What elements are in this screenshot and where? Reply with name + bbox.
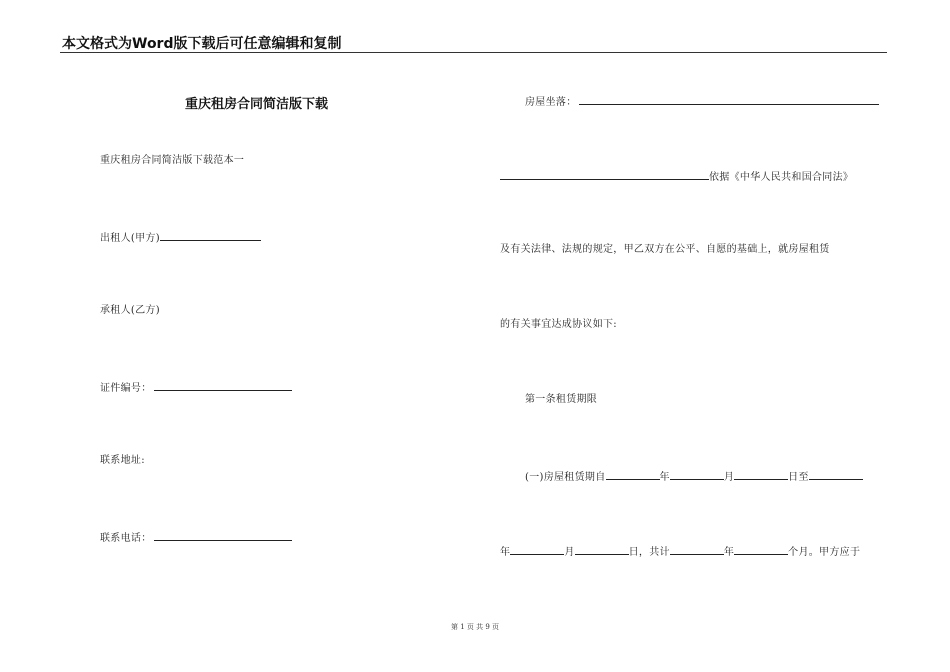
id-number-label: 证件编号： bbox=[100, 383, 152, 394]
end-day-total-label: 日，共计 bbox=[628, 547, 670, 558]
law-reference-blank bbox=[500, 168, 709, 180]
law-reference-text: 依据《中华人民共和国合同法》 bbox=[709, 172, 854, 183]
end-year-label: 年 bbox=[500, 547, 511, 558]
end-month-blank bbox=[510, 543, 564, 555]
total-months-label: 个月。甲方应于 bbox=[788, 547, 861, 558]
lessor-blank bbox=[160, 229, 261, 241]
lease-term-line2 bbox=[500, 543, 860, 560]
document-subtitle: 重庆租房合同简洁版下载范本一 bbox=[100, 155, 245, 166]
document-header-banner: 本文格式为Word版下载后可任意编辑和复制 bbox=[62, 36, 342, 52]
id-number-blank bbox=[154, 379, 292, 391]
contact-phone-line bbox=[100, 529, 292, 546]
agreement-paragraph-line2: 的有关事宜达成协议如下: bbox=[500, 319, 617, 330]
end-day-blank bbox=[575, 543, 629, 555]
id-number-line bbox=[100, 379, 292, 396]
end-year-blank bbox=[809, 468, 863, 480]
end-month-label: 月 bbox=[564, 547, 575, 558]
property-location-blank bbox=[579, 93, 879, 105]
property-location-line bbox=[525, 93, 879, 110]
agreement-paragraph-line1: 及有关法律、法规的规定，甲乙双方在公平、自愿的基础上，就房屋租赁 bbox=[500, 244, 830, 255]
lessor-label: 出租人(甲方) bbox=[100, 233, 160, 244]
total-months-blank bbox=[734, 543, 788, 555]
lease-term-prefix: (一)房屋租赁期自 bbox=[525, 472, 606, 483]
lessor-line bbox=[100, 229, 261, 246]
lease-term-line1 bbox=[525, 468, 863, 485]
law-reference-line bbox=[500, 168, 853, 185]
document-title: 重庆租房合同简洁版下载 bbox=[185, 97, 329, 112]
article-one-heading: 第一条租赁期限 bbox=[525, 394, 598, 405]
contact-address-label: 联系地址: bbox=[100, 455, 145, 466]
start-day-blank bbox=[734, 468, 788, 480]
page-number-footer: 第 1 页 共 9 页 bbox=[450, 623, 500, 631]
contact-phone-blank bbox=[154, 529, 292, 541]
total-years-blank bbox=[670, 543, 724, 555]
start-year-blank bbox=[606, 468, 660, 480]
lessee-label: 承租人(乙方) bbox=[100, 305, 160, 316]
start-month-label: 月 bbox=[723, 472, 735, 483]
total-year-label: 年 bbox=[723, 547, 735, 558]
header-divider bbox=[60, 52, 887, 53]
start-year-label: 年 bbox=[659, 472, 670, 483]
contact-phone-label: 联系电话： bbox=[100, 533, 152, 544]
property-location-label: 房屋坐落： bbox=[525, 97, 577, 108]
start-day-to-label: 日至 bbox=[788, 472, 809, 483]
start-month-blank bbox=[670, 468, 724, 480]
